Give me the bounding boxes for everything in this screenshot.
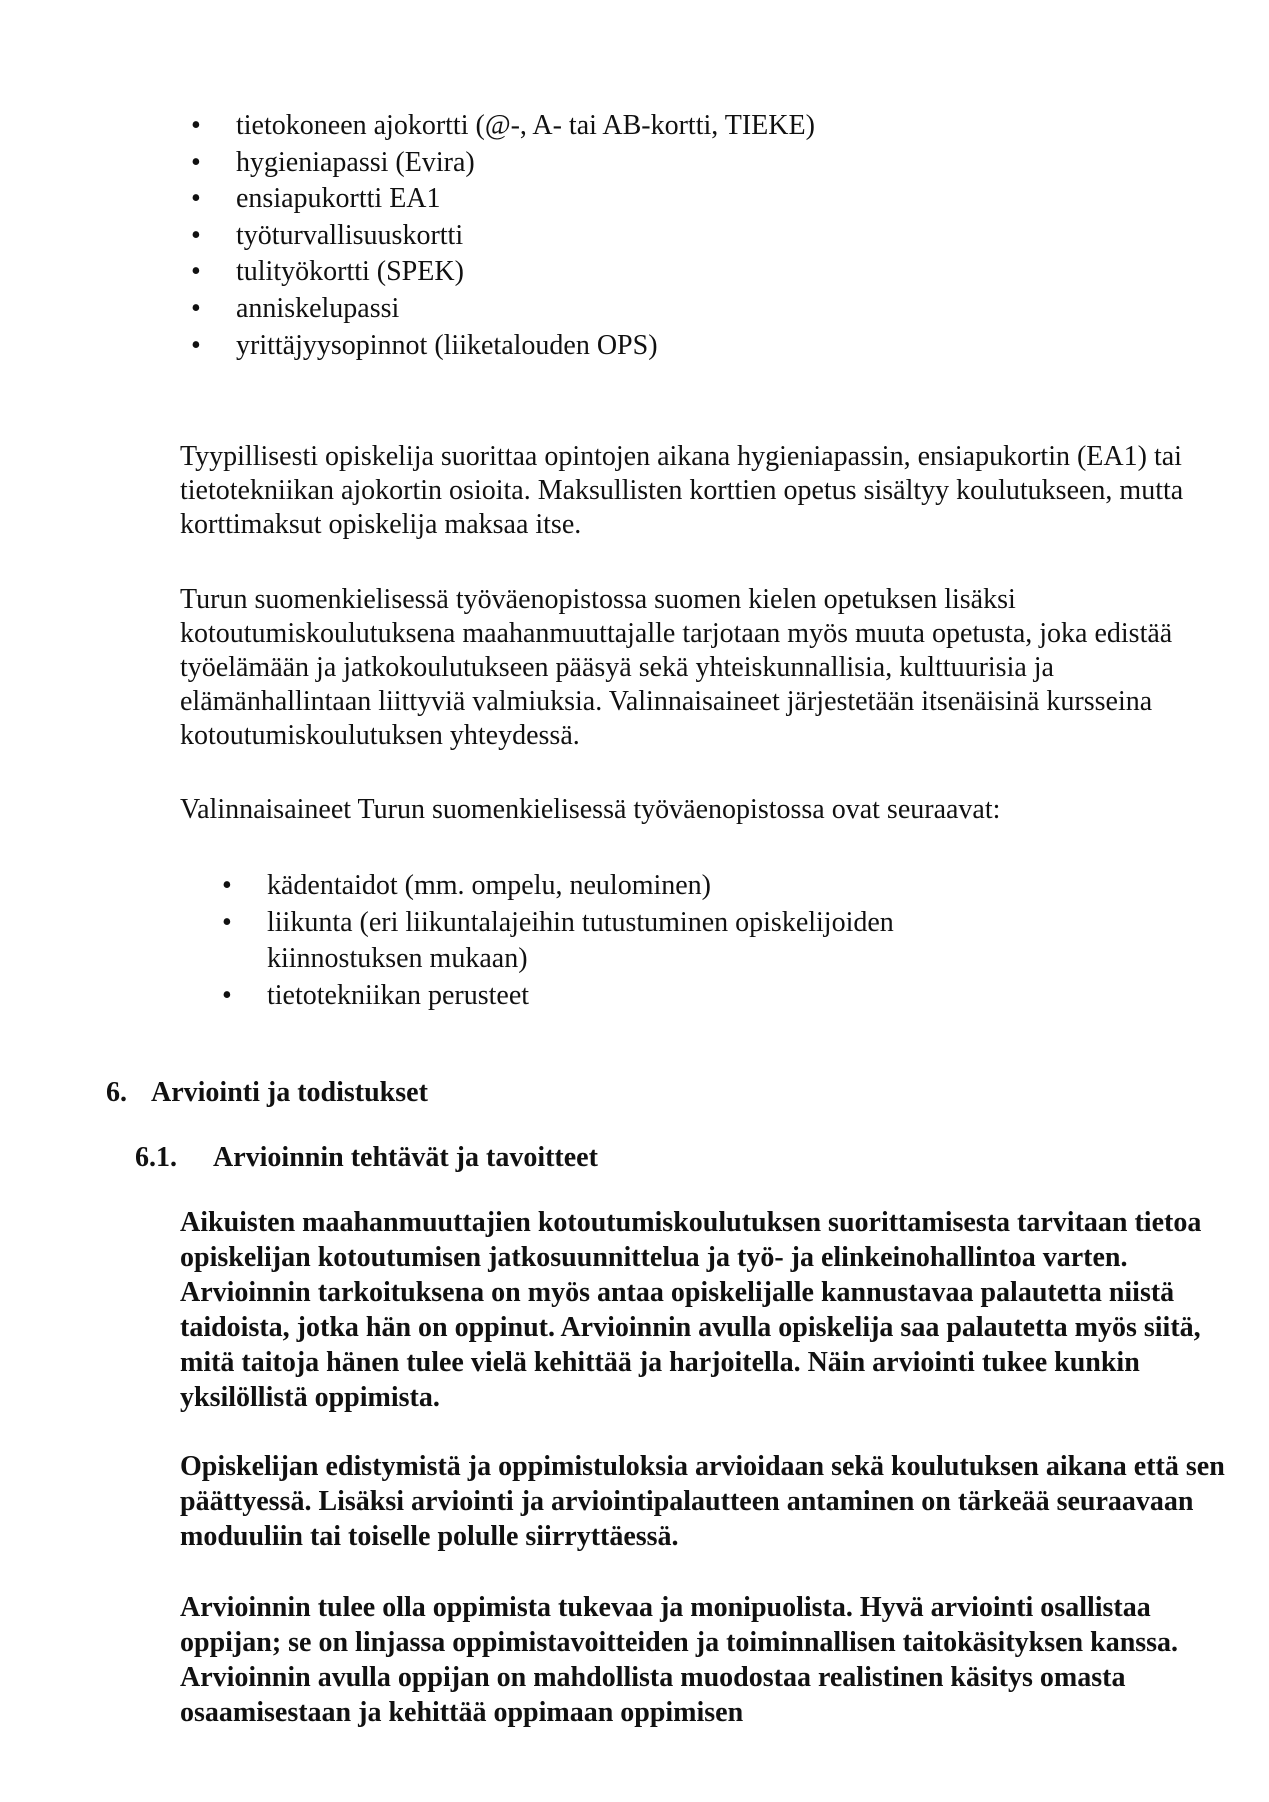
list-item: • liikunta (eri liikuntalajeihin tutustuminen opiskelijoiden kiinnostuksen mukaan) [222, 906, 894, 975]
subsection-title: Arvioinnin tehtävät ja tavoitteet [213, 1142, 598, 1173]
bullet-icon: • [191, 219, 201, 251]
list-item: • yrittäjyysopinnot (liiketalouden OPS) [191, 328, 1091, 365]
list-item: • tietotekniikan perusteet [222, 978, 1222, 1015]
bullet-icon: • [222, 870, 232, 901]
certificate-list [191, 108, 1091, 364]
paragraph: Arvioinnin tulee olla oppimista tukevaa ja monipuolista. Hyvä arviointi osallistaa oppijan; se on linjassa oppimistavoitteiden ja toiminnallisen taitokäsityksen kanssa. Arvioinnin avulla oppijan on mahdollista muodostaa realistinen käsitys omasta osaamisestaan ja kehittää oppimaan oppimisen [180, 1592, 1179, 1728]
list-item: • kädentaidot (mm. ompelu, neulominen) [222, 868, 1222, 905]
subsection-number: 6.1. [135, 1142, 177, 1173]
bullet-icon: • [191, 110, 201, 141]
list-item: • hygieniapassi (Evira) [191, 145, 1091, 182]
section-title: Arviointi ja todistukset [151, 1077, 428, 1108]
paragraph: Opiskelijan edistymistä ja oppimistuloksia arvioidaan sekä koulutuksen aikana että sen päättyessä. Lisäksi arviointi ja arviointipalautteen antaminen on tärkeää seuraavaan moduuliin tai toiselle polulle siirryttäessä. [180, 1451, 1225, 1552]
bullet-icon: • [222, 906, 232, 938]
list-item: • ensiapukortti EA1 [191, 181, 1091, 218]
section-number: 6. [106, 1077, 127, 1108]
list-item: • työturvallisuuskortti [191, 218, 1091, 255]
bullet-icon: • [191, 146, 201, 178]
paragraph: Tyypillisesti opiskelija suorittaa opintojen aikana hygieniapassin, ensiapukortin (EA1) tai tietotekniikan ajokortin osioita. Maksullisten korttien opetus sisältyy koulutukseen, mutta korttimaksut opiskelija maksaa itse. [180, 441, 1184, 540]
bullet-icon: • [191, 329, 201, 361]
list-item: • tulityökortti (SPEK) [191, 254, 1091, 291]
subsection-heading [135, 1142, 598, 1174]
bullet-icon: • [222, 979, 232, 1011]
bullet-icon: • [191, 292, 201, 324]
section-heading [106, 1077, 428, 1109]
bullet-icon: • [191, 256, 201, 288]
list-item: • tietokoneen ajokortti (@-, A- tai AB-kortti, TIEKE) [191, 108, 1091, 145]
paragraph: Valinnaisaineet Turun suomenkielisessä työväenopistossa ovat seuraavat: [180, 794, 1001, 825]
paragraph: Aikuisten maahanmuuttajien kotoutumiskoulutuksen suorittamisesta tarvitaan tietoa opiskelijan kotoutumisen jatkosuunnittelua ja työ- ja elinkeinohallintoa varten. Arvioinnin tarkoituksena on myös antaa opiskelijalle kannustavaa palautetta niistä taidoista, jotka hän on oppinut. Arvioinnin avulla opiskelija saa palautetta myös siitä, mitä taitoja hänen tulee vielä kehittää ja harjoitella. Näin arviointi tukee kunkin yksilöllistä oppimista. [180, 1207, 1202, 1413]
bullet-icon: • [191, 183, 201, 215]
paragraph: Turun suomenkielisessä työväenopistossa suomen kielen opetuksen lisäksi kotoutumiskoulutuksena maahanmuuttajalle tarjotaan myös muuta opetusta, joka edistää työelämään ja jatkokoulutukseen pääsyä sekä yhteiskunnallisia, kulttuurisia ja elämänhallintaan liittyviä valmiuksia. Valinnaisaineet järjestetään itsenäisinä kursseina kotoutumiskoulutuksen yhteydessä. [180, 584, 1173, 751]
list-item: • anniskelupassi [191, 291, 1091, 328]
elective-list [222, 868, 1222, 1014]
